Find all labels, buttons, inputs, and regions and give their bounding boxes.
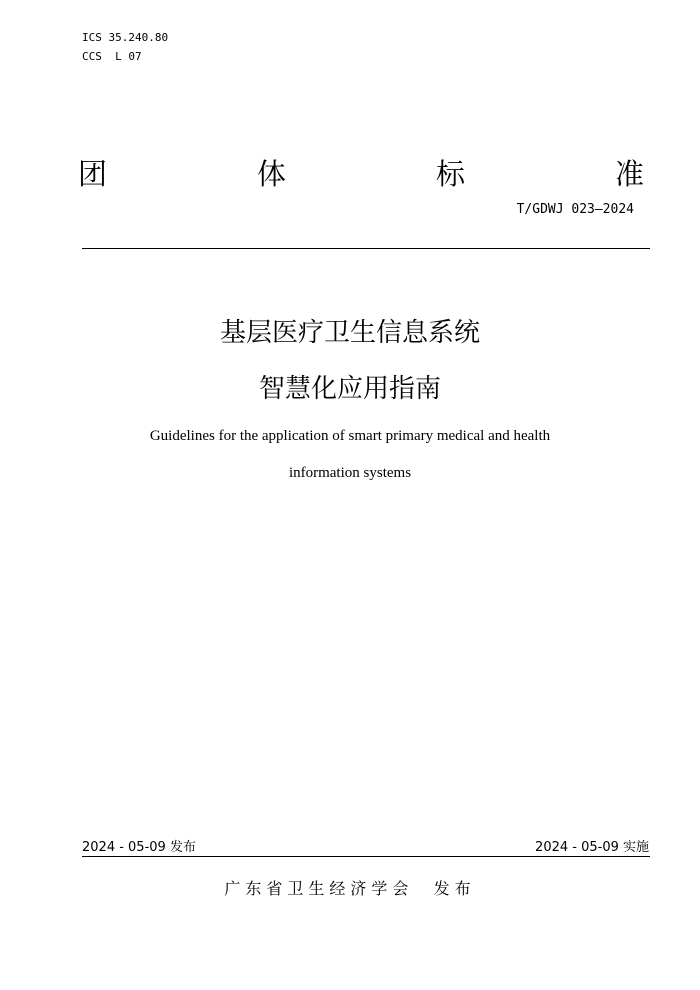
top-divider	[82, 248, 650, 249]
title-english-line-2: information systems	[288, 465, 412, 481]
publish-date: 2024 - 05-09 发布	[82, 840, 196, 855]
standard-number: T/GDWJ 023—2024	[516, 202, 634, 217]
document-type-char: 标	[435, 157, 465, 191]
document-type-char: 团	[78, 157, 108, 191]
ccs-code: CCS L 07	[82, 50, 142, 63]
title-chinese-line-2: 智慧化应用指南	[258, 374, 441, 404]
title-chinese-line-1: 基层医疗卫生信息系统	[219, 318, 480, 348]
ics-code: ICS 35.240.80	[82, 31, 169, 44]
document-type-char: 准	[614, 157, 644, 191]
publisher-line: 广东省卫生经济学会 发布	[224, 879, 476, 898]
document-type-char: 体	[256, 157, 286, 191]
implementation-date: 2024 - 05-09 实施	[535, 840, 649, 855]
title-english-line-1: Guidelines for the application of smart primary medical and health	[149, 428, 551, 444]
bottom-divider	[82, 856, 650, 857]
document-type-heading	[78, 154, 644, 194]
